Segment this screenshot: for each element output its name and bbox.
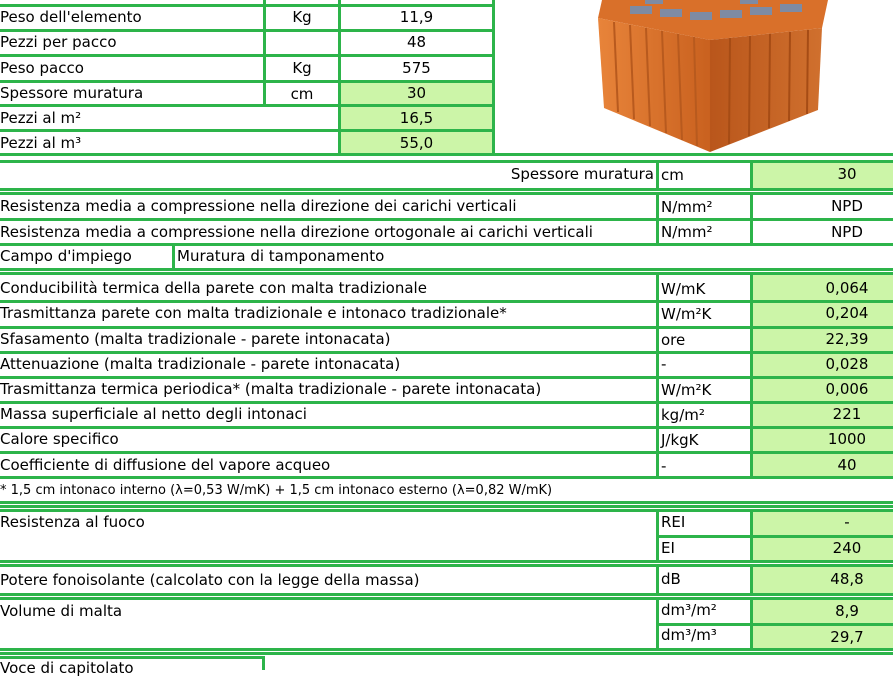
fuoco-unit: REI: [661, 513, 686, 531]
malta-value: 8,9: [835, 602, 859, 620]
spessore-unit: cm: [661, 166, 684, 184]
resistenza-value: NPD: [831, 223, 863, 241]
thermal-unit: J/kgK: [661, 431, 699, 449]
thermal-unit: -: [661, 355, 667, 373]
top-row-unit: Kg: [292, 8, 312, 26]
thermal-unit: W/m²K: [661, 305, 712, 323]
top-row-label: Peso pacco: [0, 59, 84, 77]
fuoco-value: -: [844, 513, 850, 531]
campo-value: Muratura di tamponamento: [177, 247, 385, 265]
thermal-label: Trasmittanza termica periodica* (malta tradizionale - parete intonacata): [0, 380, 542, 398]
top-row-label: Pezzi per pacco: [0, 33, 117, 51]
top-row-value: 55,0: [399, 134, 434, 152]
thermal-unit: ore: [661, 331, 686, 349]
thermal-label: Conducibilità termica della parete con malta tradizionale: [0, 279, 427, 297]
top-row-label: Peso dell'elemento: [0, 8, 142, 26]
thermal-label: Calore specifico: [0, 430, 119, 448]
thermal-value: 0,028: [825, 355, 869, 373]
top-row-label: Pezzi al m³: [0, 134, 82, 152]
malta-value: 29,7: [830, 628, 864, 646]
fono-unit: dB: [661, 570, 681, 588]
spessore-label: Spessore muratura: [510, 165, 654, 183]
resistenza-label: Resistenza media a compressione nella direzione ortogonale ai carichi verticali: [0, 223, 593, 241]
campo-label: Campo d'impiego: [0, 247, 132, 265]
thermal-value: 1000: [827, 430, 867, 448]
fono-value: 48,8: [830, 570, 864, 588]
fono-label: Potere fonoisolante (calcolato con la legge della massa): [0, 571, 420, 589]
thermal-value: 221: [832, 405, 862, 423]
thermal-label: Coefficiente di diffusione del vapore acqueo: [0, 456, 331, 474]
malta-unit: dm³/m²: [661, 601, 717, 619]
top-row-value: 30: [406, 84, 427, 102]
thermal-value: 0,006: [825, 380, 869, 398]
malta-label: Volume di malta: [0, 602, 123, 620]
top-row-unit: cm: [290, 85, 314, 103]
thermal-value: 40: [837, 456, 857, 474]
top-row-value: 16,5: [399, 109, 434, 127]
thermal-label: Attenuazione (malta tradizionale - parete intonacata): [0, 355, 401, 373]
thermal-value: 22,39: [825, 330, 869, 348]
brick-image: [590, 0, 835, 152]
resistenza-value: NPD: [831, 197, 863, 215]
voce-label: Voce di capitolato: [0, 659, 134, 677]
thermal-value: 0,064: [825, 279, 869, 297]
fuoco-unit: EI: [661, 539, 675, 557]
resistenza-unit: N/mm²: [661, 223, 713, 241]
spessore-value: 30: [837, 165, 857, 183]
top-row-label: Spessore muratura: [0, 84, 144, 102]
malta-unit: dm³/m³: [661, 626, 717, 644]
top-row-value: 11,9: [399, 8, 434, 26]
resistenza-unit: N/mm²: [661, 198, 713, 216]
fuoco-label: Resistenza al fuoco: [0, 513, 145, 531]
fuoco-value: 240: [832, 539, 862, 557]
thermal-label: Massa superficiale al netto degli intonaci: [0, 405, 307, 423]
top-row-label: Pezzi al m²: [0, 109, 82, 127]
top-row-value: 575: [402, 59, 431, 77]
footnote: * 1,5 cm intonaco interno (λ=0,53 W/mK) + 1,5 cm intonaco esterno (λ=0,82 W/mK): [0, 483, 553, 498]
thermal-unit: kg/m²: [661, 406, 705, 424]
thermal-unit: W/mK: [661, 280, 706, 298]
top-row-unit: Kg: [292, 59, 312, 77]
thermal-unit: -: [661, 457, 667, 475]
thermal-unit: W/m²K: [661, 381, 712, 399]
thermal-value: 0,204: [825, 304, 869, 322]
top-row-value: 48: [406, 33, 427, 51]
thermal-label: Trasmittanza parete con malta tradizionale e intonaco tradizionale*: [0, 304, 507, 322]
resistenza-label: Resistenza media a compressione nella direzione dei carichi verticali: [0, 197, 517, 215]
thermal-label: Sfasamento (malta tradizionale - parete intonacata): [0, 330, 391, 348]
